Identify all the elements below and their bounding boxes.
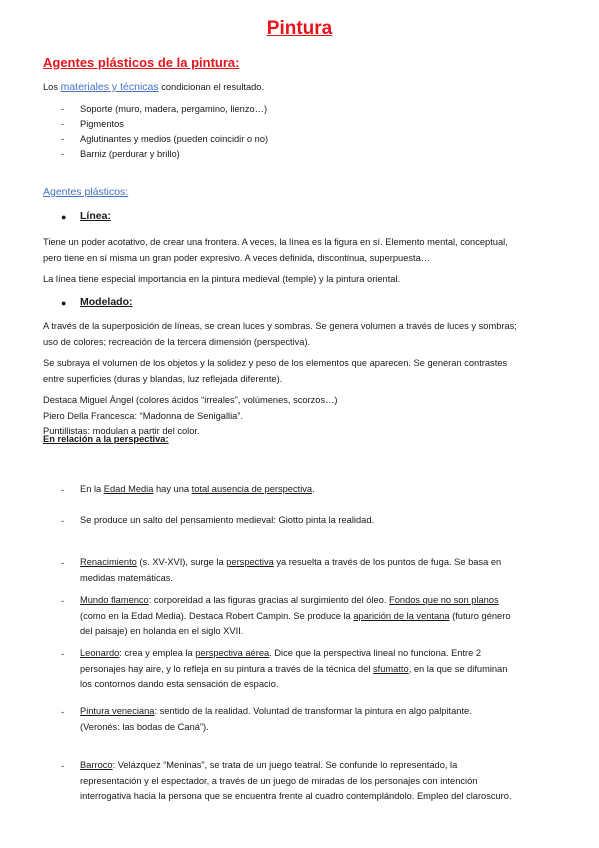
dash-marker: -	[61, 649, 65, 659]
modelado-paragraph-1: A través de la superposición de líneas, se crean luces y sombras. Se genera volumen a través de luces y sombras; uso de colores; recreación de la tercera dimensión (perspectiva).	[43, 321, 517, 347]
list-item-leonardo: Leonardo: crea y emplea la perspectiva aérea. Dice que la perspectiva lineal no funciona. Entre 2 personajes hay aire, y lo refleja en su pintura a través de la técnica del sfumatto, en la que se difuminan los contornos dando esta sensación de espacio.	[80, 648, 508, 689]
section-heading-perspectiva: En relación a la perspectiva:	[43, 434, 169, 444]
section-heading-agentes-pintura: Agentes plásticos de la pintura:	[43, 55, 240, 70]
modelado-paragraph-2: Se subraya el volumen de los objetos y la solidez y peso de los elementos que aparecen. Se generan contrastes entre superficies (duras y blandas, luz reflejada diferente).	[43, 358, 508, 384]
list-item-renacimiento: Renacimiento (s. XV-XVI), surge la perspectiva ya resuelta a través de los puntos de fuga. Se basa en medidas matemáticas.	[80, 557, 502, 583]
modelado-paragraph-3: Destaca Miguel Ángel (colores ácidos “irreales”, volúmenes, scorzos…) Piero Della Francesca: “Madonna de Senigallia”. Puntillistas: modulan a partir del color.	[43, 395, 338, 436]
dash-marker: -	[61, 119, 65, 129]
list-item-mundo-flamenco: Mundo flamenco: corporeidad a las figuras gracias al surgimiento del óleo. Fondos que no son planos (como en la Edad Media). Destaca Robert Campin. Se produce la aparición de la ventana (futuro género del paisaje) en holanda en el siglo XVII.	[80, 595, 511, 636]
dash-marker: -	[61, 149, 65, 159]
dash-marker: -	[61, 761, 65, 771]
dash-marker: -	[61, 516, 65, 526]
dash-marker: -	[61, 485, 65, 495]
dash-marker: -	[61, 707, 65, 717]
dash-marker: -	[61, 104, 65, 114]
list-item: Pigmentos	[80, 119, 124, 129]
list-item-giotto: Se produce un salto del pensamiento medieval: Giotto pinta la realidad.	[80, 515, 375, 525]
list-item-edad-media: En la Edad Media hay una total ausencia de perspectiva.	[80, 484, 315, 494]
materiales-tecnicas-link[interactable]: materiales y técnicas	[60, 81, 159, 93]
subheading-linea: Línea:	[80, 210, 111, 222]
section-heading-agentes-plasticos: Agentes plásticos:	[43, 186, 129, 198]
list-item-pintura-veneciana: Pintura veneciana: sentido de la realidad. Voluntad de transformar la pintura en algo palpitante. (Veronés: las bodas de Caná”).	[80, 706, 472, 732]
list-item: Soporte (muro, madera, pergamino, lienzo…)	[80, 104, 268, 114]
subheading-modelado: Modelado:	[80, 296, 133, 308]
linea-paragraph-2: La línea tiene especial importancia en la pintura medieval (temple) y la pintura oriental.	[43, 274, 401, 284]
bullet-marker: ●	[61, 298, 67, 308]
list-item-barroco: Barroco: Velázquez “Meninas”, se trata de un juego teatral. Se confunde lo representado, la representación y el espectador, a través de un juego de miradas de los personajes con intención interrogativa hacia la persona que se encuentra frente al cuadro contemplándolo. Empleo del claroscuro.	[80, 760, 512, 801]
list-item: Aglutinantes y medios (pueden coincidir o no)	[80, 134, 269, 144]
dash-marker: -	[61, 558, 65, 568]
intro-paragraph: Los materiales y técnicas condicionan el resultado.	[43, 81, 265, 93]
list-item: Barniz (perdurar y brillo)	[80, 149, 180, 159]
dash-marker: -	[61, 134, 65, 144]
linea-paragraph-1: Tiene un poder acotativo, de crear una frontera. A veces, la línea es la figura en sí. Elemento mental, conceptual, pero tiene en sí misma un gran poder expresivo. A veces definida, discontinua, superpuesta…	[43, 237, 508, 263]
bullet-marker: ●	[61, 212, 67, 222]
dash-marker: -	[61, 596, 65, 606]
page-title: Pintura	[266, 18, 333, 39]
